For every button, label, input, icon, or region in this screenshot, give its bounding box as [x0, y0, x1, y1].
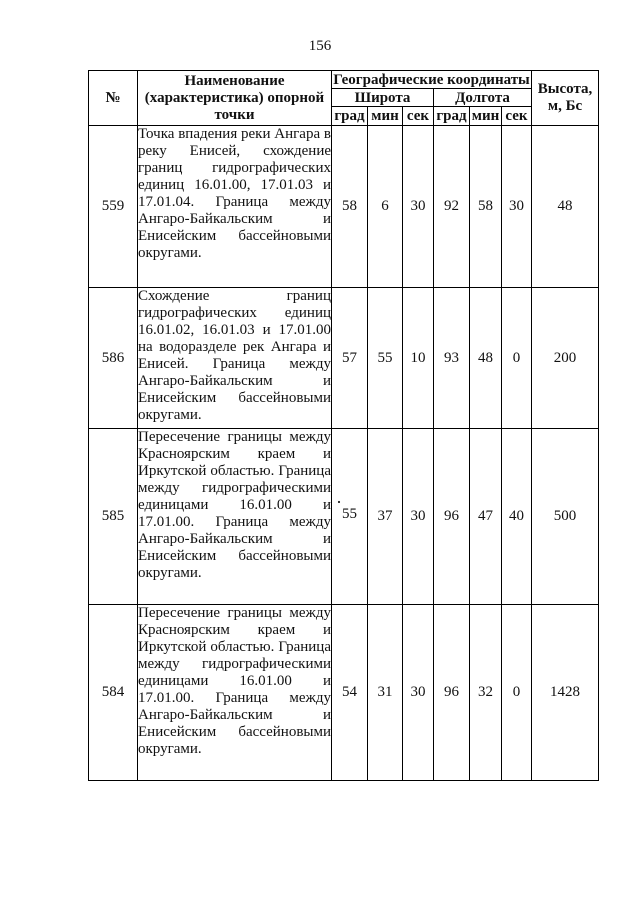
row-height: 200 [532, 288, 599, 429]
row-lat-deg-value: 55 [342, 506, 357, 522]
row-lat-min: 37 [368, 429, 403, 605]
row-lat-min: 55 [368, 288, 403, 429]
header-longitude: Долгота [434, 89, 532, 107]
row-lat-sec: 30 [403, 429, 434, 605]
row-lon-deg: 92 [434, 126, 470, 288]
header-lon-sec: сек [502, 107, 532, 126]
row-lon-sec: 0 [502, 605, 532, 781]
row-lon-min: 48 [470, 288, 502, 429]
table-row [89, 605, 599, 781]
row-lon-deg: 96 [434, 605, 470, 781]
header-height: Высота, м, Бс [532, 71, 599, 126]
row-lat-deg: 58 [332, 126, 368, 288]
table-row [89, 288, 599, 429]
row-lon-sec: 0 [502, 288, 532, 429]
row-lon-min: 47 [470, 429, 502, 605]
row-lon-deg: 96 [434, 429, 470, 605]
table-row [89, 429, 599, 605]
reference-points-table [88, 70, 599, 781]
row-lat-deg: 57 [332, 288, 368, 429]
row-lat-deg [332, 429, 368, 605]
row-height: 500 [532, 429, 599, 605]
header-lat-min: мин [368, 107, 403, 126]
row-description: Пересечение границы между Красноярским краем и Иркутской областью. Граница между гидрографическими единицами 16.01.00 и 17.01.00. Граница между Ангаро-Байкальским и Енисейским бассейновыми округами. [138, 429, 332, 605]
row-lat-sec: 30 [403, 605, 434, 781]
header-lon-deg: град [434, 107, 470, 126]
row-lat-min: 31 [368, 605, 403, 781]
row-height: 48 [532, 126, 599, 288]
row-height: 1428 [532, 605, 599, 781]
row-lat-min: 6 [368, 126, 403, 288]
header-name: Наименование (характеристика) опорной точки [138, 71, 332, 126]
row-lat-sec: 10 [403, 288, 434, 429]
ink-mark: · [336, 492, 342, 512]
row-description: Схождение границ гидрографических единиц 16.01.02, 16.01.03 и 17.01.00 на водоразделе рек Ангара и Енисей. Граница между Ангаро-Байкальским и Енисейским бассейновыми округами. [138, 288, 332, 429]
row-lon-min: 58 [470, 126, 502, 288]
header-coordinates: Географические координаты [333, 71, 530, 88]
row-number: 586 [89, 288, 138, 429]
row-lon-min: 32 [470, 605, 502, 781]
header-lon-min: мин [470, 107, 502, 126]
table-row [89, 126, 599, 288]
row-number: 559 [89, 126, 138, 288]
row-lon-deg: 93 [434, 288, 470, 429]
row-number: 584 [89, 605, 138, 781]
page-number: 156 [308, 38, 332, 54]
row-description: Пересечение границы между Красноярским краем и Иркутской областью. Граница между гидрографическими единицами 16.01.00 и 17.01.00. Граница между Ангаро-Байкальским и Енисейским бассейновыми округами. [138, 605, 332, 781]
row-lon-sec: 30 [502, 126, 532, 288]
header-number: № [89, 71, 138, 126]
header-lat-sec: сек [403, 107, 434, 126]
header-latitude: Широта [332, 89, 434, 107]
row-lat-deg: 54 [332, 605, 368, 781]
header-lat-deg: град [332, 107, 368, 126]
row-description: Точка впадения реки Ангара в реку Енисей, схождение границ гидрографических единиц 16.01.00, 17.01.03 и 17.01.04. Граница между Ангаро-Байкальским и Енисейским бассейновыми округами. [138, 126, 332, 288]
row-lon-sec: 40 [502, 429, 532, 605]
row-lat-sec: 30 [403, 126, 434, 288]
row-number: 585 [89, 429, 138, 605]
